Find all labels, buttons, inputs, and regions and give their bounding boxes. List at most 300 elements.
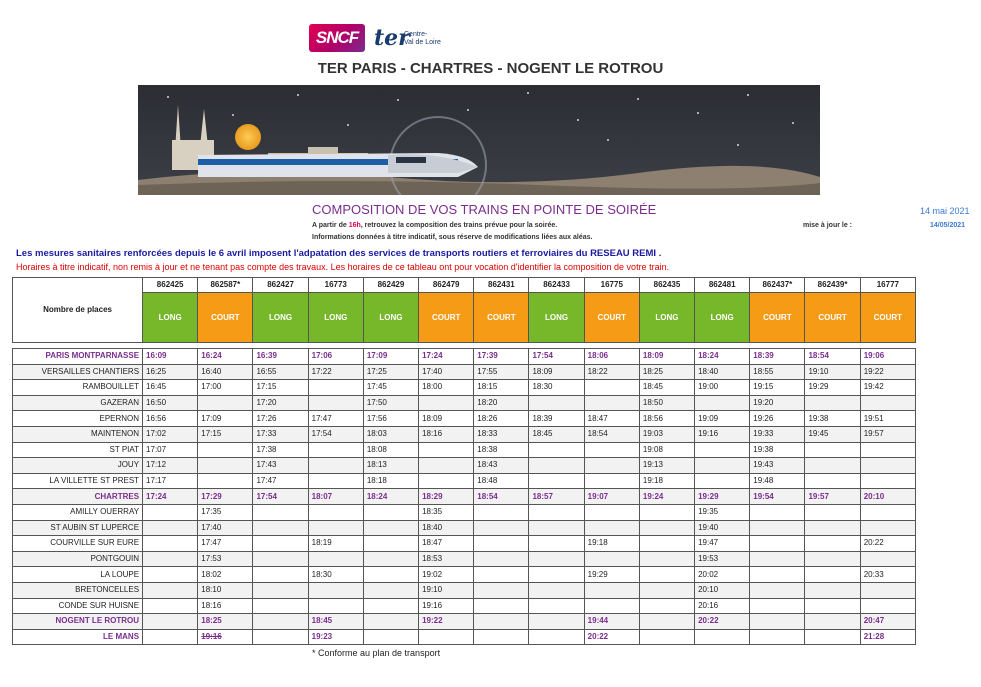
- departure-time: [805, 442, 860, 458]
- departure-time: [474, 629, 529, 645]
- departure-time: [308, 442, 363, 458]
- train-number: 862429: [363, 278, 418, 293]
- departure-time: 19:23: [308, 629, 363, 645]
- departure-time: 17:15: [198, 426, 253, 442]
- departure-time: 18:40: [419, 520, 474, 536]
- station-row: [13, 473, 916, 489]
- departure-time: 18:16: [198, 598, 253, 614]
- departure-time: [750, 567, 805, 583]
- departure-time: 18:53: [419, 551, 474, 567]
- departure-time: [695, 442, 750, 458]
- night-train-banner-image: [138, 85, 820, 195]
- departure-time: 18:54: [474, 489, 529, 505]
- departure-time: 19:57: [860, 426, 915, 442]
- composition-badge: COURT: [860, 293, 915, 343]
- composition-badge: COURT: [805, 293, 860, 343]
- departure-time: [474, 598, 529, 614]
- departure-time: 20:10: [860, 489, 915, 505]
- departure-time: 18:09: [419, 411, 474, 427]
- departure-time: 16:55: [253, 364, 308, 380]
- station-row: [13, 349, 916, 365]
- departure-time: 19:24: [639, 489, 694, 505]
- station-name: PONTGOUIN: [13, 551, 143, 567]
- departure-time: 17:25: [363, 364, 418, 380]
- departure-time: 20:22: [695, 614, 750, 630]
- departure-time: [695, 395, 750, 411]
- departure-time: 19:02: [419, 567, 474, 583]
- departure-time: [143, 551, 198, 567]
- departure-time: [529, 473, 584, 489]
- departure-time: 18:22: [584, 364, 639, 380]
- departure-time: [363, 614, 418, 630]
- departure-time: 19:57: [805, 489, 860, 505]
- departure-time: 19:38: [750, 442, 805, 458]
- departure-time: [584, 582, 639, 598]
- departure-time: [308, 598, 363, 614]
- train-number: 862587*: [198, 278, 253, 293]
- departure-time: [639, 567, 694, 583]
- station-name: LE MANS: [13, 629, 143, 645]
- departure-time: 18:39: [529, 411, 584, 427]
- timetable: [12, 277, 916, 645]
- departure-time: [584, 598, 639, 614]
- station-row: [13, 380, 916, 396]
- departure-time: [805, 551, 860, 567]
- departure-time: [143, 520, 198, 536]
- departure-time: 19:43: [750, 458, 805, 474]
- departure-time: [529, 536, 584, 552]
- station-name: JOUY: [13, 458, 143, 474]
- sanitary-notice: Les mesures sanitaires renforcées depuis le 6 avril imposent l'adpatation des services de transports routiers et ferroviaires du RESEAU REMI .: [16, 248, 662, 259]
- departure-time: [584, 504, 639, 520]
- departure-time: [474, 567, 529, 583]
- departure-time: 17:29: [198, 489, 253, 505]
- departure-time: 18:02: [198, 567, 253, 583]
- departure-time: 18:24: [363, 489, 418, 505]
- station-row: [13, 489, 916, 505]
- departure-time: [584, 458, 639, 474]
- departure-time: 18:16: [419, 426, 474, 442]
- station-row: [13, 426, 916, 442]
- departure-time: [529, 504, 584, 520]
- departure-time: [529, 598, 584, 614]
- departure-time: [639, 598, 694, 614]
- departure-time: 18:20: [474, 395, 529, 411]
- departure-time: [474, 504, 529, 520]
- departure-time: 17:07: [143, 442, 198, 458]
- departure-time: 18:03: [363, 426, 418, 442]
- departure-time: [860, 458, 915, 474]
- departure-time: 19:03: [639, 426, 694, 442]
- departure-time: 19:09: [695, 411, 750, 427]
- departure-time: 19:10: [419, 582, 474, 598]
- departure-time: [584, 520, 639, 536]
- departure-time: 20:47: [860, 614, 915, 630]
- departure-time: [253, 520, 308, 536]
- departure-time: [143, 567, 198, 583]
- departure-time: [860, 395, 915, 411]
- composition-badge: LONG: [143, 293, 198, 343]
- departure-time: [419, 395, 474, 411]
- departure-time: [529, 614, 584, 630]
- departure-time: 18:57: [529, 489, 584, 505]
- departure-time: [143, 504, 198, 520]
- departure-time: 19:00: [695, 380, 750, 396]
- departure-time: 17:54: [308, 426, 363, 442]
- departure-time: [805, 614, 860, 630]
- departure-time: [529, 582, 584, 598]
- departure-time: [805, 504, 860, 520]
- departure-time: 18:26: [474, 411, 529, 427]
- departure-time: [860, 598, 915, 614]
- departure-time: [805, 473, 860, 489]
- departure-time: [419, 442, 474, 458]
- departure-time: 19:08: [639, 442, 694, 458]
- departure-time: [860, 504, 915, 520]
- departure-time: [750, 629, 805, 645]
- departure-time: [198, 458, 253, 474]
- departure-time: [805, 629, 860, 645]
- departure-time: 16:50: [143, 395, 198, 411]
- sncf-logo: SNCF: [309, 24, 365, 52]
- departure-time: [639, 614, 694, 630]
- departure-time: [529, 442, 584, 458]
- hours-disclaimer: Horaires à titre indicatif, non remis à jour et ne tenant pas compte des travaux. Les horaires de ce tableau ont pour vocation d'identifier la composition de votre train.: [16, 262, 670, 272]
- departure-time: 18:43: [474, 458, 529, 474]
- departure-time: [253, 629, 308, 645]
- departure-time: [363, 582, 418, 598]
- departure-time: 17:17: [143, 473, 198, 489]
- departure-time: 17:40: [419, 364, 474, 380]
- departure-time: [143, 582, 198, 598]
- station-name: AMILLY OUERRAY: [13, 504, 143, 520]
- departure-time: [474, 582, 529, 598]
- departure-time: 17:20: [253, 395, 308, 411]
- departure-time: 19:10: [805, 364, 860, 380]
- departure-time: [584, 551, 639, 567]
- departure-time: 18:38: [474, 442, 529, 458]
- departure-time: [253, 614, 308, 630]
- departure-time: [750, 520, 805, 536]
- departure-time: [419, 473, 474, 489]
- departure-time: 18:45: [308, 614, 363, 630]
- departure-time: 18:47: [584, 411, 639, 427]
- departure-time: 16:39: [253, 349, 308, 365]
- departure-time: [750, 536, 805, 552]
- train-number: 16773: [308, 278, 363, 293]
- departure-time: [805, 458, 860, 474]
- departure-time: [363, 504, 418, 520]
- departure-time: 19:54: [750, 489, 805, 505]
- departure-time: 17:22: [308, 364, 363, 380]
- station-name: NOGENT LE ROTROU: [13, 614, 143, 630]
- station-row: [13, 458, 916, 474]
- departure-time: 20:02: [695, 567, 750, 583]
- station-name: EPERNON: [13, 411, 143, 427]
- departure-time: 19:06: [860, 349, 915, 365]
- train-number: 862433: [529, 278, 584, 293]
- departure-time: 18:47: [419, 536, 474, 552]
- departure-time: [363, 598, 418, 614]
- moon-icon: [235, 124, 261, 150]
- departure-time: [805, 395, 860, 411]
- departure-time: 17:54: [253, 489, 308, 505]
- departure-time: 17:33: [253, 426, 308, 442]
- departure-time: 18:13: [363, 458, 418, 474]
- departure-time: 18:35: [419, 504, 474, 520]
- station-name: CHARTRES: [13, 489, 143, 505]
- station-name: ST AUBIN ST LUPERCE: [13, 520, 143, 536]
- departure-time: [805, 598, 860, 614]
- departure-time: [860, 520, 915, 536]
- departure-time: 17:47: [198, 536, 253, 552]
- composition-badge: LONG: [253, 293, 308, 343]
- departure-time: 19:22: [419, 614, 474, 630]
- departure-time: [308, 458, 363, 474]
- update-date: 14/05/2021: [930, 222, 966, 229]
- departure-time: 18:56: [639, 411, 694, 427]
- departure-time: 18:07: [308, 489, 363, 505]
- departure-time: 17:12: [143, 458, 198, 474]
- composition-badge: COURT: [750, 293, 805, 343]
- station-name: GAZERAN: [13, 395, 143, 411]
- departure-time: 19:29: [584, 567, 639, 583]
- departure-time: [584, 473, 639, 489]
- update-label: mise à jour le :: [803, 222, 853, 229]
- departure-time: 17:00: [198, 380, 253, 396]
- train-number: 862425: [143, 278, 198, 293]
- departure-time: [308, 395, 363, 411]
- train-number: 862439*: [805, 278, 860, 293]
- departure-time: 18:48: [474, 473, 529, 489]
- station-row: [13, 614, 916, 630]
- departure-time: 19:13: [639, 458, 694, 474]
- departure-time: 16:56: [143, 411, 198, 427]
- composition-badge: LONG: [529, 293, 584, 343]
- station-row: [13, 364, 916, 380]
- departure-time: [308, 551, 363, 567]
- composition-badge: COURT: [584, 293, 639, 343]
- train-number: 862479: [419, 278, 474, 293]
- departure-time: 18:15: [474, 380, 529, 396]
- departure-time: 19:16: [198, 629, 253, 645]
- departure-time: 17:55: [474, 364, 529, 380]
- departure-time: [805, 582, 860, 598]
- departure-time: 19:18: [639, 473, 694, 489]
- departure-time: [143, 629, 198, 645]
- composition-badge: LONG: [308, 293, 363, 343]
- departure-time: [308, 520, 363, 536]
- station-name: MAINTENON: [13, 426, 143, 442]
- departure-time: [308, 380, 363, 396]
- departure-time: 17:50: [363, 395, 418, 411]
- train-number: 16777: [860, 278, 915, 293]
- station-row: [13, 582, 916, 598]
- station-name: BRETONCELLES: [13, 582, 143, 598]
- info-line-1-highlight: 16h: [348, 222, 361, 229]
- departure-time: [805, 567, 860, 583]
- departure-time: 18:40: [695, 364, 750, 380]
- departure-time: [805, 536, 860, 552]
- departure-time: 19:35: [695, 504, 750, 520]
- footnote: * Conforme au plan de transport: [312, 648, 441, 658]
- departure-time: 18:24: [695, 349, 750, 365]
- departure-time: [584, 380, 639, 396]
- departure-time: [253, 504, 308, 520]
- departure-time: 20:16: [695, 598, 750, 614]
- train-number: 862435: [639, 278, 694, 293]
- departure-time: 18:54: [584, 426, 639, 442]
- departure-time: [198, 395, 253, 411]
- departure-time: 17:24: [419, 349, 474, 365]
- departure-time: 20:22: [860, 536, 915, 552]
- departure-time: 19:33: [750, 426, 805, 442]
- departure-time: 17:09: [198, 411, 253, 427]
- station-name: LA VILLETTE ST PREST: [13, 473, 143, 489]
- departure-time: [639, 504, 694, 520]
- departure-time: 19:22: [860, 364, 915, 380]
- station-row: [13, 395, 916, 411]
- departure-time: 18:09: [639, 349, 694, 365]
- departure-time: [253, 582, 308, 598]
- departure-time: [363, 520, 418, 536]
- departure-time: [584, 442, 639, 458]
- departure-time: [529, 458, 584, 474]
- section-subtitle: COMPOSITION DE VOS TRAINS EN POINTE DE SOIRÉE: [312, 202, 657, 217]
- departure-time: [750, 551, 805, 567]
- departure-time: 19:44: [584, 614, 639, 630]
- station-row: [13, 442, 916, 458]
- departure-time: 19:48: [750, 473, 805, 489]
- departure-time: [308, 582, 363, 598]
- station-name: COURVILLE SUR EURE: [13, 536, 143, 552]
- departure-time: 19:20: [750, 395, 805, 411]
- departure-time: 18:30: [529, 380, 584, 396]
- departure-time: 21:28: [860, 629, 915, 645]
- departure-time: [308, 504, 363, 520]
- departure-time: [143, 614, 198, 630]
- departure-time: 18:18: [363, 473, 418, 489]
- station-row: [13, 567, 916, 583]
- station-row: [13, 536, 916, 552]
- departure-time: [474, 614, 529, 630]
- info-line-1: [312, 222, 557, 229]
- departure-time: [639, 551, 694, 567]
- departure-time: 17:24: [143, 489, 198, 505]
- departure-time: [860, 442, 915, 458]
- departure-time: 18:45: [639, 380, 694, 396]
- train-number: 16775: [584, 278, 639, 293]
- departure-time: [363, 536, 418, 552]
- station-row: [13, 629, 916, 645]
- departure-time: [143, 536, 198, 552]
- departure-time: 19:53: [695, 551, 750, 567]
- info-line-2: Informations données à titre indicatif, sous réserve de modifications liées aux aléas.: [312, 234, 593, 241]
- departure-time: 19:38: [805, 411, 860, 427]
- composition-badge: LONG: [363, 293, 418, 343]
- departure-time: 19:16: [695, 426, 750, 442]
- departure-time: [529, 395, 584, 411]
- departure-time: 18:33: [474, 426, 529, 442]
- departure-time: 19:42: [860, 380, 915, 396]
- departure-time: [419, 458, 474, 474]
- departure-time: [750, 504, 805, 520]
- departure-time: 16:45: [143, 380, 198, 396]
- info-line-1-start: A partir de: [312, 222, 349, 229]
- departure-time: [695, 629, 750, 645]
- departure-time: [584, 395, 639, 411]
- departure-time: 19:15: [750, 380, 805, 396]
- departure-time: 17:06: [308, 349, 363, 365]
- departure-time: [639, 582, 694, 598]
- departure-time: 17:47: [308, 411, 363, 427]
- departure-time: 17:47: [253, 473, 308, 489]
- region-label: [404, 31, 441, 47]
- departure-time: 18:29: [419, 489, 474, 505]
- departure-time: [750, 614, 805, 630]
- departure-time: [750, 582, 805, 598]
- departure-time: [198, 442, 253, 458]
- departure-time: 18:50: [639, 395, 694, 411]
- composition-row: [13, 293, 916, 343]
- departure-time: [253, 551, 308, 567]
- departure-time: 17:53: [198, 551, 253, 567]
- info-line-1-end: , retrouvez la composition des trains prévue pour la soirée.: [360, 222, 558, 229]
- departure-time: 18:30: [308, 567, 363, 583]
- departure-time: 20:10: [695, 582, 750, 598]
- station-row: [13, 598, 916, 614]
- departure-time: 19:51: [860, 411, 915, 427]
- departure-time: 18:45: [529, 426, 584, 442]
- departure-time: [253, 567, 308, 583]
- departure-time: [308, 473, 363, 489]
- train-number: 862431: [474, 278, 529, 293]
- departure-time: [805, 520, 860, 536]
- departure-time: [529, 629, 584, 645]
- composition-badge: COURT: [419, 293, 474, 343]
- departure-time: 18:55: [750, 364, 805, 380]
- page-title: TER PARIS - CHARTRES - NOGENT LE ROTROU: [317, 60, 664, 77]
- departure-time: 17:35: [198, 504, 253, 520]
- departure-time: [143, 598, 198, 614]
- departure-time: 18:25: [198, 614, 253, 630]
- departure-time: 17:40: [198, 520, 253, 536]
- departure-time: 19:45: [805, 426, 860, 442]
- departure-time: 17:39: [474, 349, 529, 365]
- departure-time: 18:19: [308, 536, 363, 552]
- station-row: [13, 504, 916, 520]
- departure-time: 20:22: [584, 629, 639, 645]
- departure-time: [419, 629, 474, 645]
- departure-time: [860, 551, 915, 567]
- composition-badge: COURT: [474, 293, 529, 343]
- departure-time: 17:56: [363, 411, 418, 427]
- departure-time: [253, 598, 308, 614]
- composition-badge: COURT: [198, 293, 253, 343]
- publication-date: 14 mai 2021: [920, 206, 970, 216]
- departure-time: [639, 629, 694, 645]
- composition-badge: LONG: [695, 293, 750, 343]
- departure-time: 17:45: [363, 380, 418, 396]
- departure-time: [198, 473, 253, 489]
- departure-time: [474, 536, 529, 552]
- departure-time: 17:38: [253, 442, 308, 458]
- departure-time: 19:47: [695, 536, 750, 552]
- departure-time: [529, 520, 584, 536]
- departure-time: 19:29: [805, 380, 860, 396]
- places-label: Nombre de places: [13, 278, 143, 343]
- departure-time: [253, 536, 308, 552]
